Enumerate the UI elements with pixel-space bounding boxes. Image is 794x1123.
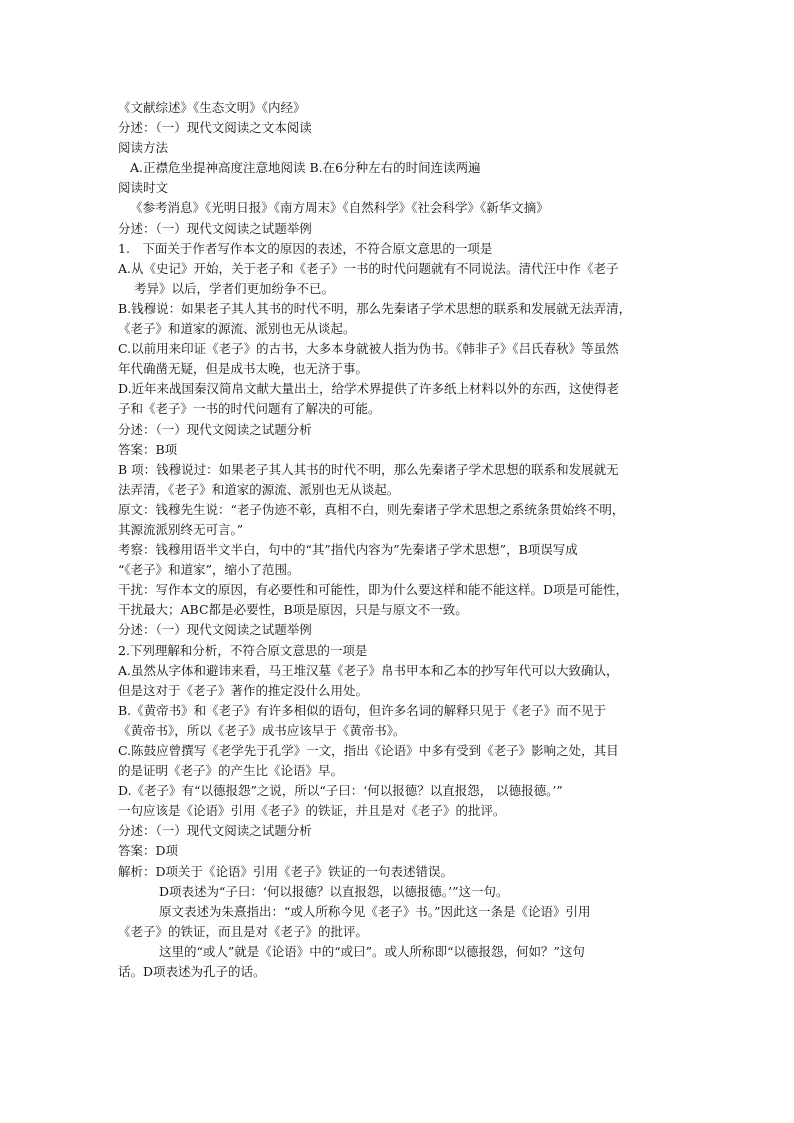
option-c: C.陈鼓应曾撰写《老学先于孔学》一文，指出《论语》中多有受到《老子》影响之处，其目 (118, 743, 619, 758)
answer-line: 答案：D项 (118, 843, 179, 859)
text-line: 解析：D项关于《论语》引用《老子》铁证的一句表述错误。 (118, 863, 454, 879)
text-line: 这里的“或人”就是《论语》中的“或曰”。或人所称即“以德报怨，何如？”这句 (159, 943, 585, 959)
text-line: B 项：钱穆说过：如果老子其人其书的时代不明，那么先秦诸子学术思想的联系和发展就无 (118, 461, 619, 477)
option-c-cont: 年代确凿无疑，但是成书太晚，也无济于事。 (118, 361, 369, 377)
text-line: 法弄清，《老子》和道家的源流、派别也无从谈起。 (118, 481, 400, 497)
section-heading: 分述：（一）现代文阅读之试题分析 (118, 823, 312, 839)
text-line: 干扰最大；ABC都是必要性，B项是原因，只是与原文不一致。 (118, 602, 468, 618)
text-line: 话。D项表述为孔子的话。 (118, 964, 266, 980)
option-a: A.虽然从字体和避讳来看，马王堆汉墓《老子》帛书甲本和乙本的抄写年代可以大致确认， (118, 662, 619, 678)
text-line: 《老子》的铁证，而且是对《老子》的批评。 (118, 923, 369, 939)
text-line: 原文：钱穆先生说：“老子伪迹不彰，真相不白，则先秦诸子学术思想之系统条贯始终不明， (118, 501, 625, 517)
section-heading: 分述：（一）现代文阅读之试题举例 (118, 220, 312, 236)
option-c-cont: 的是证明《老子》的产生比《论语》早。 (118, 763, 344, 779)
option-b: B.钱穆说：如果老子其人其书的时代不明，那么先秦诸子学术思想的联系和发展就无法弄清， (118, 300, 632, 316)
text-line: 《参考消息》《光明日报》《南方周末》《自然科学》《社会科学》《新华文摘》 (130, 200, 549, 216)
text-line: 阅读方法 (118, 140, 169, 156)
section-heading: 分述：（一）现代文阅读之文本阅读 (118, 120, 312, 136)
text-line: “《老子》和道家”，缩小了范围。 (118, 562, 300, 578)
text-line: 阅读时文 (118, 180, 169, 196)
section-heading: 分述：（一）现代文阅读之试题分析 (118, 421, 312, 437)
text-line: 原文表述为朱熹指出：“或人所称今见《老子》书。”因此这一条是《论语》引用 (159, 903, 591, 919)
option-b-cont: 《老子》和道家的源流、派别也无从谈起。 (118, 321, 356, 337)
text-line: 考察：钱穆用语半文半白，句中的“其”指代内容为”先秦诸子学术思想”，B项误写成 (118, 542, 578, 558)
option-c: C.以前用来印证《老子》的古书，大多本身就被人指为伪书。《韩非子》《吕氏春秋》等虽然 (118, 341, 619, 357)
option-d-cont: 一句应该是《论语》引用《老子》的铁证，并且是对《老子》的批评。 (118, 803, 506, 819)
text-line: 《文献综述》《生态文明》《内经》 (118, 100, 306, 115)
option-b: B.《黄帝书》和《老子》有许多相似的语句，但许多名词的解释只见于《老子》而不见于 (118, 702, 607, 718)
text-line: A.正襟危坐提神高度注意地阅读 B.在6分种左右的时间连读两遍 (130, 160, 481, 176)
text-line: D项表述为“子曰：‘何以报德？以直报怨，以德报德。’”这一句。 (159, 883, 509, 899)
option-a-cont: 考异》以后，学者们更加纷争不已。 (134, 280, 335, 296)
option-d: D.近年来战国秦汉简帛文献大量出土，给学术界提供了许多纸上材料以外的东西，这使得老 (118, 381, 620, 397)
question-stem: 1. 下面关于作者写作本文的原因的表述，不符合原文意思的一项是 (118, 240, 493, 256)
option-d-cont: 子和《老子》一书的时代问题有了解决的可能。 (118, 401, 381, 417)
option-a: A.从《史记》开始，关于老子和《老子》一书的时代问题就有不同说法。清代汪中作《老子 (118, 260, 619, 276)
option-b-cont: 《黄帝书》，所以《老子》成书应该早于《黄帝书》。 (118, 722, 406, 738)
answer-line: 答案：B项 (118, 441, 178, 457)
text-line: 其源流派别终无可言。” (118, 521, 244, 537)
option-a-cont: 但是这对于《老子》著作的推定没什么用处。 (118, 682, 369, 698)
question-stem: 2.下列理解和分析，不符合原文意思的一项是 (118, 642, 368, 658)
option-d: D.《老子》有“以德报怨”之说，所以“子曰：‘何以报德？以直报怨， 以德报德。’” (118, 783, 563, 799)
text-line: 干扰：写作本文的原因，有必要性和可能性，即为什么要这样和能不能这样。D项是可能性， (118, 582, 629, 598)
section-heading: 分述：（一）现代文阅读之试题举例 (118, 622, 312, 638)
document-page (118, 98, 680, 982)
